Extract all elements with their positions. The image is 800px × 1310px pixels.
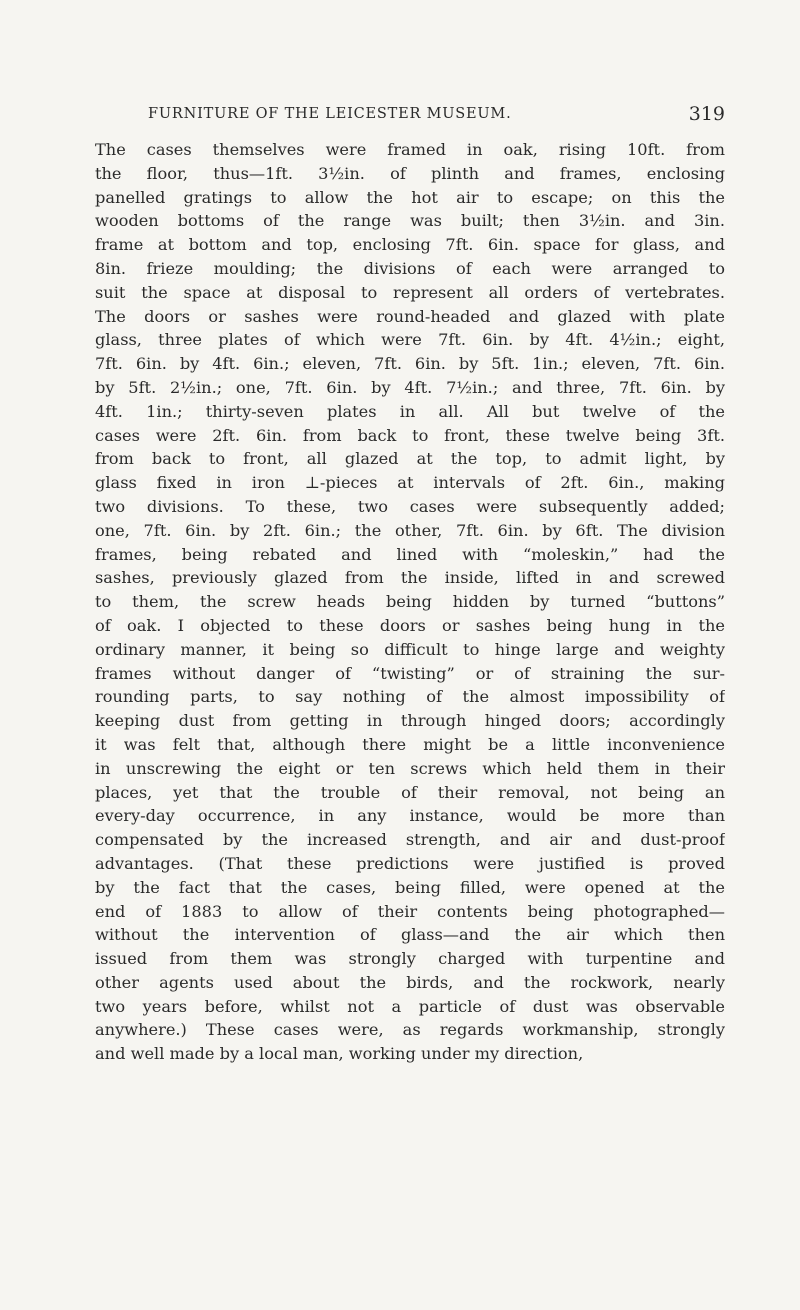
text-line: and well made by a local man, working under my direction, — [95, 1044, 584, 1064]
text-line: of oak. I objected to these doors or sashes being hung in the — [95, 615, 725, 635]
text-line: keeping dust from getting in through hinged doors; accordingly — [95, 711, 725, 731]
text-line: other agents used about the birds, and the rockwork, nearly — [95, 972, 725, 992]
text-line: compensated by the increased strength, and air and dust-proof — [95, 830, 725, 850]
page-number: 319 — [688, 103, 725, 125]
text-line: cases were 2ft. 6in. from back to front, these twelve being 3ft. — [95, 425, 725, 445]
text-line: 4ft. 1in.; thirty-seven plates in all. All but twelve of the — [95, 401, 725, 421]
text-line: from back to front, all glazed at the top, to admit light, by — [95, 449, 725, 469]
text-line: end of 1883 to allow of their contents being photographed— — [95, 901, 725, 921]
text-line: without the intervention of glass—and the air which then — [95, 925, 725, 945]
text-line: frames, being rebated and lined with “moleskin,” had the — [95, 544, 725, 564]
text-line: in unscrewing the eight or ten screws which held them in their — [95, 758, 725, 778]
text-line: every-day occurrence, in any instance, would be more than — [95, 806, 725, 826]
text-line: two years before, whilst not a particle of dust was observable — [95, 996, 725, 1016]
text-line: one, 7ft. 6in. by 2ft. 6in.; the other, 7ft. 6in. by 6ft. The division — [95, 520, 725, 540]
text-line: sashes, previously glazed from the inside, lifted in and screwed — [95, 568, 725, 588]
text-line: the floor, thus—1ft. 3½in. of plinth and frames, enclosing — [95, 163, 725, 183]
running-head — [95, 103, 725, 130]
text-line: two divisions. To these, two cases were subsequently added; — [95, 496, 725, 516]
text-line: by the fact that the cases, being filled, were opened at the — [95, 877, 725, 897]
text-line: rounding parts, to say nothing of the almost impossibility of — [95, 687, 725, 707]
text-line: The doors or sashes were round-headed and glazed with plate — [95, 306, 725, 326]
text-line: advantages. (That these predictions were justified is proved — [95, 853, 725, 873]
text-line: glass fixed in iron ⊥-pieces at intervals of 2ft. 6in., making — [95, 473, 725, 493]
text-line: suit the space at disposal to represent all orders of vertebrates. — [95, 282, 725, 302]
text-line: by 5ft. 2½in.; one, 7ft. 6in. by 4ft. 7½in.; and three, 7ft. 6in. by — [95, 377, 725, 397]
text-line: glass, three plates of which were 7ft. 6in. by 4ft. 4½in.; eight, — [95, 330, 725, 350]
text-line: frame at bottom and top, enclosing 7ft. 6in. space for glass, and — [95, 235, 725, 255]
text-line: The cases themselves were framed in oak, rising 10ft. from — [95, 140, 725, 159]
text-line: issued from them was strongly charged with turpentine and — [95, 949, 725, 969]
text-line: 8in. frieze moulding; the divisions of each were arranged to — [95, 258, 725, 278]
body-text — [95, 138, 725, 1066]
text-line: ordinary manner, it being so difficult to hinge large and weighty — [95, 639, 725, 659]
text-line: places, yet that the trouble of their removal, not being an — [95, 782, 725, 802]
running-title: FURNITURE OF THE LEICESTER MUSEUM. — [148, 106, 512, 122]
text-line: anywhere.) These cases were, as regards workmanship, strongly — [95, 1020, 725, 1040]
text-line: 7ft. 6in. by 4ft. 6in.; eleven, 7ft. 6in. by 5ft. 1in.; eleven, 7ft. 6in. — [95, 354, 725, 374]
text-line: wooden bottoms of the range was built; then 3½in. and 3in. — [95, 211, 725, 231]
text-line: panelled gratings to allow the hot air to escape; on this the — [95, 187, 725, 207]
text-line: frames without danger of “twisting” or of straining the sur- — [95, 663, 725, 683]
text-line: to them, the screw heads being hidden by turned “buttons” — [95, 592, 725, 612]
text-line: it was felt that, although there might be a little inconvenience — [95, 734, 725, 754]
